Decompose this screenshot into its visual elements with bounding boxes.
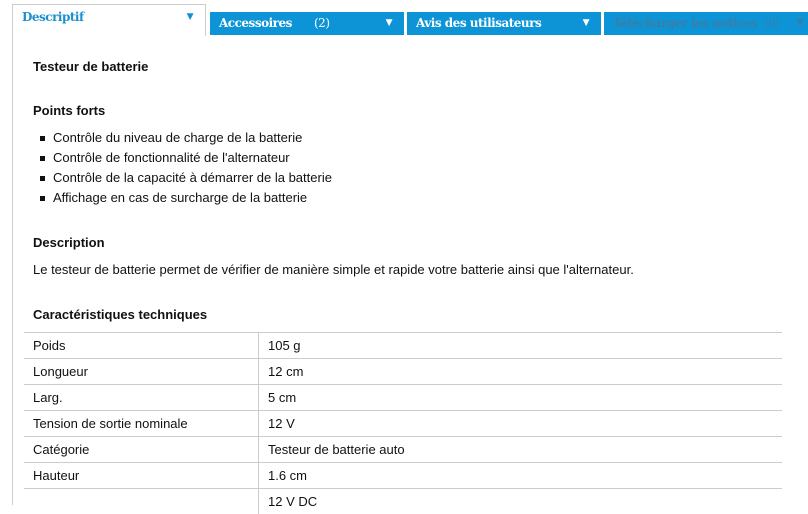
- spec-value: 5 cm: [259, 385, 783, 411]
- list-item: Contrôle de la capacité à démarrer de la batterie: [33, 168, 332, 188]
- tab-label: Accessoires: [219, 16, 292, 30]
- spec-key: Hauteur: [24, 463, 259, 489]
- spec-key: Longueur: [24, 359, 259, 385]
- spec-value: 105 g: [259, 333, 783, 359]
- tab-notices[interactable]: [604, 12, 808, 35]
- spec-value: 12 V DC: [259, 489, 783, 514]
- table-row: [24, 489, 782, 514]
- description-text: Le testeur de batterie permet de vérifier de manière simple et rapide votre batterie ainsi que l'alternateur.: [33, 262, 634, 277]
- tab-label: Avis des utilisateurs: [416, 16, 541, 30]
- specs-heading: Caractéristiques techniques: [33, 307, 207, 322]
- chevron-down-icon: ▼: [797, 12, 803, 35]
- spec-key: [24, 489, 259, 514]
- chevron-down-icon: ▼: [583, 12, 589, 35]
- list-item: Contrôle de fonctionnalité de l'alternateur: [33, 148, 332, 168]
- spec-key: Poids: [24, 333, 259, 359]
- table-row: [24, 359, 782, 385]
- table-row: [24, 463, 782, 489]
- spec-key: Tension de sortie nominale: [24, 411, 259, 437]
- list-item: Contrôle du niveau de charge de la batterie: [33, 128, 332, 148]
- description-heading: Description: [33, 235, 105, 250]
- table-row: [24, 411, 782, 437]
- highlights-list: [33, 128, 332, 208]
- table-row: [24, 437, 782, 463]
- spec-key: Larg.: [24, 385, 259, 411]
- table-row: [24, 333, 782, 359]
- highlights-heading: Points forts: [33, 103, 105, 118]
- tab-avis[interactable]: [407, 12, 601, 35]
- list-item: Affichage en cas de surcharge de la batterie: [33, 188, 332, 208]
- tab-count: (0): [764, 12, 780, 35]
- chevron-down-icon: ▼: [386, 12, 392, 35]
- spec-value: Testeur de batterie auto: [259, 437, 783, 463]
- tab-label: Descriptif: [22, 10, 84, 24]
- tab-accessoires[interactable]: [210, 12, 404, 35]
- chevron-down-icon: ▼: [187, 5, 193, 29]
- spec-value: 12 cm: [259, 359, 783, 385]
- spec-value: 12 V: [259, 411, 783, 437]
- table-row: [24, 385, 782, 411]
- tab-label: Télécharger les notices: [613, 16, 757, 30]
- tab-count: (2): [314, 12, 330, 35]
- spec-key: Catégorie: [24, 437, 259, 463]
- spec-value: 1.6 cm: [259, 463, 783, 489]
- specs-table: [24, 332, 782, 514]
- product-title: Testeur de batterie: [33, 59, 148, 74]
- tab-descriptif[interactable]: [12, 4, 206, 36]
